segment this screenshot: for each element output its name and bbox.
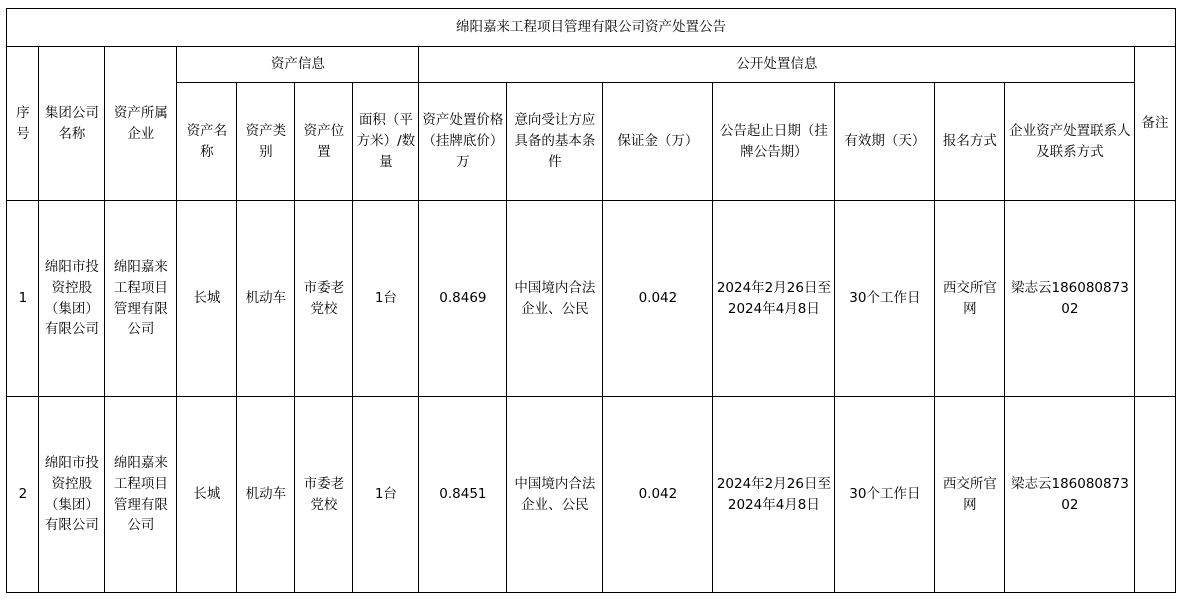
cell-asset-name: 长城: [177, 201, 237, 397]
cell-asset-name: 长城: [177, 397, 237, 593]
table-title-row: [7, 9, 1175, 47]
cell-seq: 1: [7, 201, 39, 397]
table-group-header-row: [7, 47, 1175, 83]
column-header-asset-category: 资产类别: [237, 83, 295, 201]
cell-asset-category: 机动车: [237, 201, 295, 397]
cell-announcement-period: 2024年2月26日至2024年4月8日: [713, 397, 835, 593]
cell-belonging-enterprise: 绵阳嘉来工程项目管理有限公司: [105, 397, 177, 593]
cell-validity-days: 30个工作日: [835, 201, 935, 397]
cell-asset-category: 机动车: [237, 397, 295, 593]
column-header-seq: 序号: [7, 47, 39, 201]
column-header-asset-location: 资产位置: [295, 83, 353, 201]
cell-disposal-price: 0.8469: [419, 201, 507, 397]
column-header-contact: 企业资产处置联系人及联系方式: [1005, 83, 1135, 201]
cell-contact: 梁志云18608087302: [1005, 397, 1135, 593]
table-row: [7, 397, 1175, 593]
cell-remark: [1135, 397, 1175, 593]
column-header-group-company-name: 集团公司名称: [39, 47, 105, 201]
cell-transferee-conditions: 中国境内合法企业、公民: [507, 201, 603, 397]
cell-asset-location: 市委老党校: [295, 397, 353, 593]
group-header-asset-info: 资产信息: [177, 47, 419, 83]
column-header-belonging-enterprise: 资产所属企业: [105, 47, 177, 201]
cell-validity-days: 30个工作日: [835, 397, 935, 593]
cell-deposit: 0.042: [603, 397, 713, 593]
table-row: [7, 201, 1175, 397]
column-header-application-method: 报名方式: [935, 83, 1005, 201]
cell-area-quantity: 1台: [353, 397, 419, 593]
asset-disposal-table: [6, 8, 1175, 593]
cell-disposal-price: 0.8451: [419, 397, 507, 593]
cell-group-company-name: 绵阳市投资控股（集团）有限公司: [39, 397, 105, 593]
cell-remark: [1135, 201, 1175, 397]
column-header-deposit: 保证金（万）: [603, 83, 713, 201]
column-header-transferee-conditions: 意向受让方应具备的基本条件: [507, 83, 603, 201]
cell-belonging-enterprise: 绵阳嘉来工程项目管理有限公司: [105, 201, 177, 397]
cell-transferee-conditions: 中国境内合法企业、公民: [507, 397, 603, 593]
cell-group-company-name: 绵阳市投资控股（集团）有限公司: [39, 201, 105, 397]
document-title: 绵阳嘉来工程项目管理有限公司资产处置公告: [7, 9, 1175, 47]
table-column-header-row: [7, 83, 1175, 201]
cell-seq: 2: [7, 397, 39, 593]
cell-asset-location: 市委老党校: [295, 201, 353, 397]
column-header-disposal-price: 资产处置价格（挂牌底价）万: [419, 83, 507, 201]
column-header-validity-days: 有效期（天）: [835, 83, 935, 201]
cell-application-method: 西交所官网: [935, 201, 1005, 397]
column-header-area-quantity: 面积（平方米）/数量: [353, 83, 419, 201]
column-header-announcement-period: 公告起止日期（挂牌公告期）: [713, 83, 835, 201]
group-header-public-disposal-info: 公开处置信息: [419, 47, 1135, 83]
column-header-asset-name: 资产名称: [177, 83, 237, 201]
cell-deposit: 0.042: [603, 201, 713, 397]
cell-announcement-period: 2024年2月26日至2024年4月8日: [713, 201, 835, 397]
cell-contact: 梁志云18608087302: [1005, 201, 1135, 397]
cell-area-quantity: 1台: [353, 201, 419, 397]
cell-application-method: 西交所官网: [935, 397, 1005, 593]
column-header-remark: 备注: [1135, 47, 1175, 201]
